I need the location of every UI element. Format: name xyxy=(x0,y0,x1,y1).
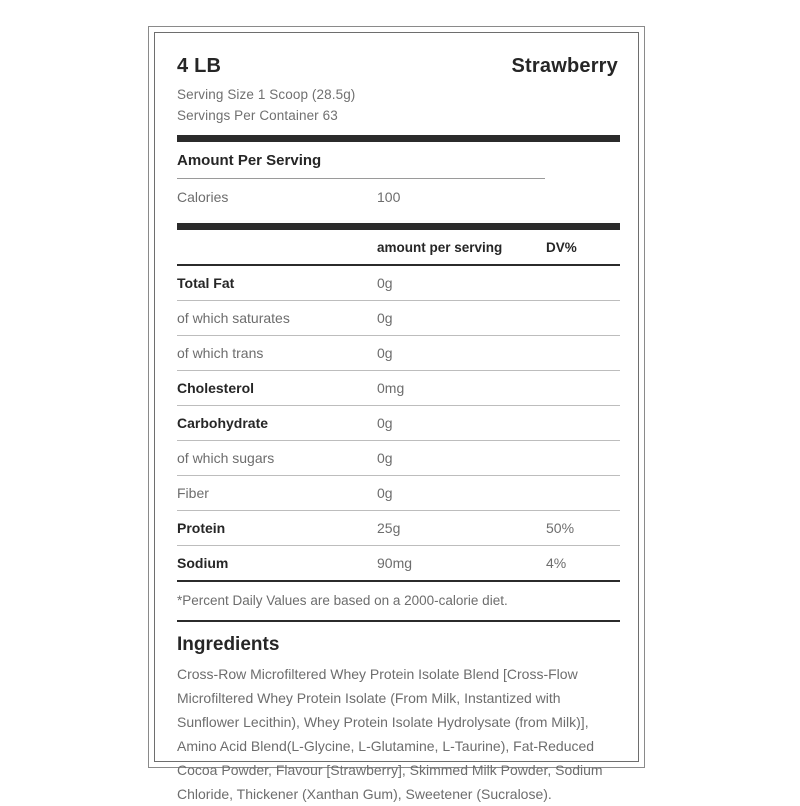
nutrient-dv: 4% xyxy=(546,555,567,571)
nutrient-row xyxy=(177,301,620,335)
label-header xyxy=(177,55,620,78)
nutrient-amount: 90mg xyxy=(377,555,413,571)
nutrient-rows xyxy=(177,266,620,580)
nutrient-row xyxy=(177,266,620,300)
nutrient-name: Total Fat xyxy=(177,275,235,291)
nutrient-dv: 50% xyxy=(546,520,575,536)
nutrition-label-inner-frame xyxy=(154,32,639,803)
amount-per-serving-heading: Amount Per Serving xyxy=(177,142,545,179)
nutrient-amount: 0g xyxy=(377,415,393,431)
column-header-dv: DV% xyxy=(546,240,577,255)
nutrient-row xyxy=(177,476,620,510)
nutrition-label-content xyxy=(177,55,620,803)
divider-thick-middle xyxy=(177,223,620,230)
nutrient-name: Protein xyxy=(177,520,226,536)
nutrition-label-outer-frame xyxy=(148,26,645,803)
nutrient-name: of which sugars xyxy=(177,450,275,466)
nutrient-row xyxy=(177,371,620,405)
daily-value-footnote: *Percent Daily Values are based on a 2000-calorie diet. xyxy=(177,593,508,608)
nutrient-name: of which trans xyxy=(177,345,264,361)
nutrient-row xyxy=(177,511,620,545)
nutrient-column-headers xyxy=(177,230,620,264)
nutrient-amount: 0g xyxy=(377,310,393,326)
nutrient-name: Cholesterol xyxy=(177,380,255,396)
serving-size-text: Serving Size 1 Scoop (28.5g) xyxy=(177,87,356,102)
calories-value: 100 xyxy=(377,189,401,205)
nutrient-name: Fiber xyxy=(177,485,209,501)
nutrient-amount: 0mg xyxy=(377,380,405,396)
nutrient-row xyxy=(177,441,620,475)
product-flavour: Strawberry xyxy=(511,55,618,77)
product-size: 4 LB xyxy=(177,55,222,77)
nutrient-name: of which saturates xyxy=(177,310,290,326)
nutrient-name: Carbohydrate xyxy=(177,415,269,431)
ingredients-text: Cross-Row Microfiltered Whey Protein Isolate Blend [Cross-Flow Microfiltered Whey Protein Isolate (From Milk, Instantized with Sunflower Lecithin), Whey Protein Isolate Hydrolysate (from Milk)], Amino Acid Blend(L-Glycine, L-Glutamine, L-Taurine), Fat-Reduced Cocoa Powder, Flavour [Strawberry], Skimmed Milk Powder, Sodium Chloride, Thickener (Xanthan Gum), Sweetener (Sucralose). xyxy=(177,666,603,803)
nutrient-row xyxy=(177,336,620,370)
calories-row xyxy=(177,179,620,216)
nutrient-amount: 0g xyxy=(377,345,393,361)
nutrient-amount: 0g xyxy=(377,450,393,466)
ingredients-heading: Ingredients xyxy=(177,634,280,655)
column-header-amount: amount per serving xyxy=(377,240,503,255)
nutrient-amount: 0g xyxy=(377,485,393,501)
nutrient-amount: 0g xyxy=(377,275,393,291)
nutrient-row xyxy=(177,406,620,440)
servings-per-container-text: Servings Per Container 63 xyxy=(177,108,338,123)
divider-thick-top xyxy=(177,135,620,142)
nutrient-name: Sodium xyxy=(177,555,229,571)
calories-label: Calories xyxy=(177,189,229,205)
nutrient-row xyxy=(177,546,620,580)
nutrient-amount: 25g xyxy=(377,520,401,536)
